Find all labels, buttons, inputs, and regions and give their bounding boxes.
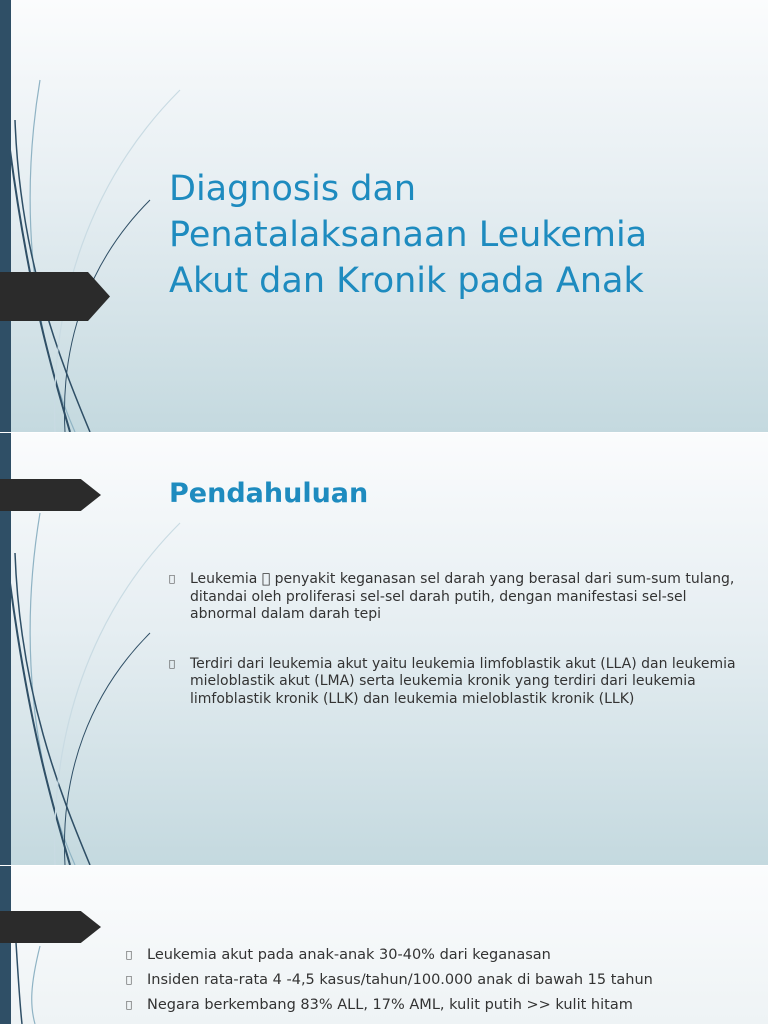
list-item bbox=[147, 943, 747, 968]
list-item bbox=[147, 993, 747, 1018]
arrow-tab bbox=[0, 272, 110, 321]
list-item bbox=[190, 571, 750, 624]
title-line: Diagnosis dan bbox=[169, 169, 417, 209]
bullet-text: Leukemia penyakit keganasan sel darah yang berasal dari sum-sum tulang, ditandai oleh proliferasi sel-sel darah putih, dengan manifestasi sel-sel abnormal dalam darah tepi bbox=[190, 571, 722, 622]
slide-pendahuluan bbox=[0, 433, 768, 865]
arrow-tab bbox=[0, 479, 101, 511]
bullet-text: Leukemia akut pada anak-anak 30-40% dari keganasan bbox=[147, 947, 551, 963]
bullet-text: Terdiri dari leukemia akut yaitu leukemia limfoblastik akut (LLA) dan leukemia mieloblastik akut (LMA) serta leukemia kronik yang terdiri dari leukemia limfoblastik kronik (LLK) dan leukemia mieloblastik kronik (LLK) bbox=[190, 655, 736, 707]
slide-heading: Pendahuluan bbox=[169, 478, 369, 509]
slide-epidemiology bbox=[0, 866, 768, 1024]
bullet-text: Insiden rata-rata 4 -4,5 kasus/tahun/100.000 anak di bawah 15 tahun bbox=[147, 972, 653, 988]
bullet-text: Negara berkembang 83% ALL, 17% AML, kulit putih >> kulit hitam bbox=[147, 997, 633, 1013]
bullet-icon bbox=[169, 656, 175, 674]
title-line: Akut dan Kronik pada Anak bbox=[169, 261, 644, 301]
bullet-icon bbox=[169, 571, 175, 589]
list-item bbox=[190, 656, 750, 709]
slide-title bbox=[0, 0, 768, 432]
list-item bbox=[147, 968, 747, 993]
bullet-icon bbox=[126, 968, 132, 993]
bullet-icon bbox=[126, 943, 132, 968]
arrow-tab bbox=[0, 911, 101, 943]
bullet-list bbox=[147, 943, 747, 1018]
bullet-list bbox=[190, 571, 750, 740]
slide-title-text bbox=[169, 166, 749, 304]
title-line: Penatalaksanaan Leukemia bbox=[169, 215, 648, 255]
bullet-icon bbox=[126, 993, 132, 1018]
